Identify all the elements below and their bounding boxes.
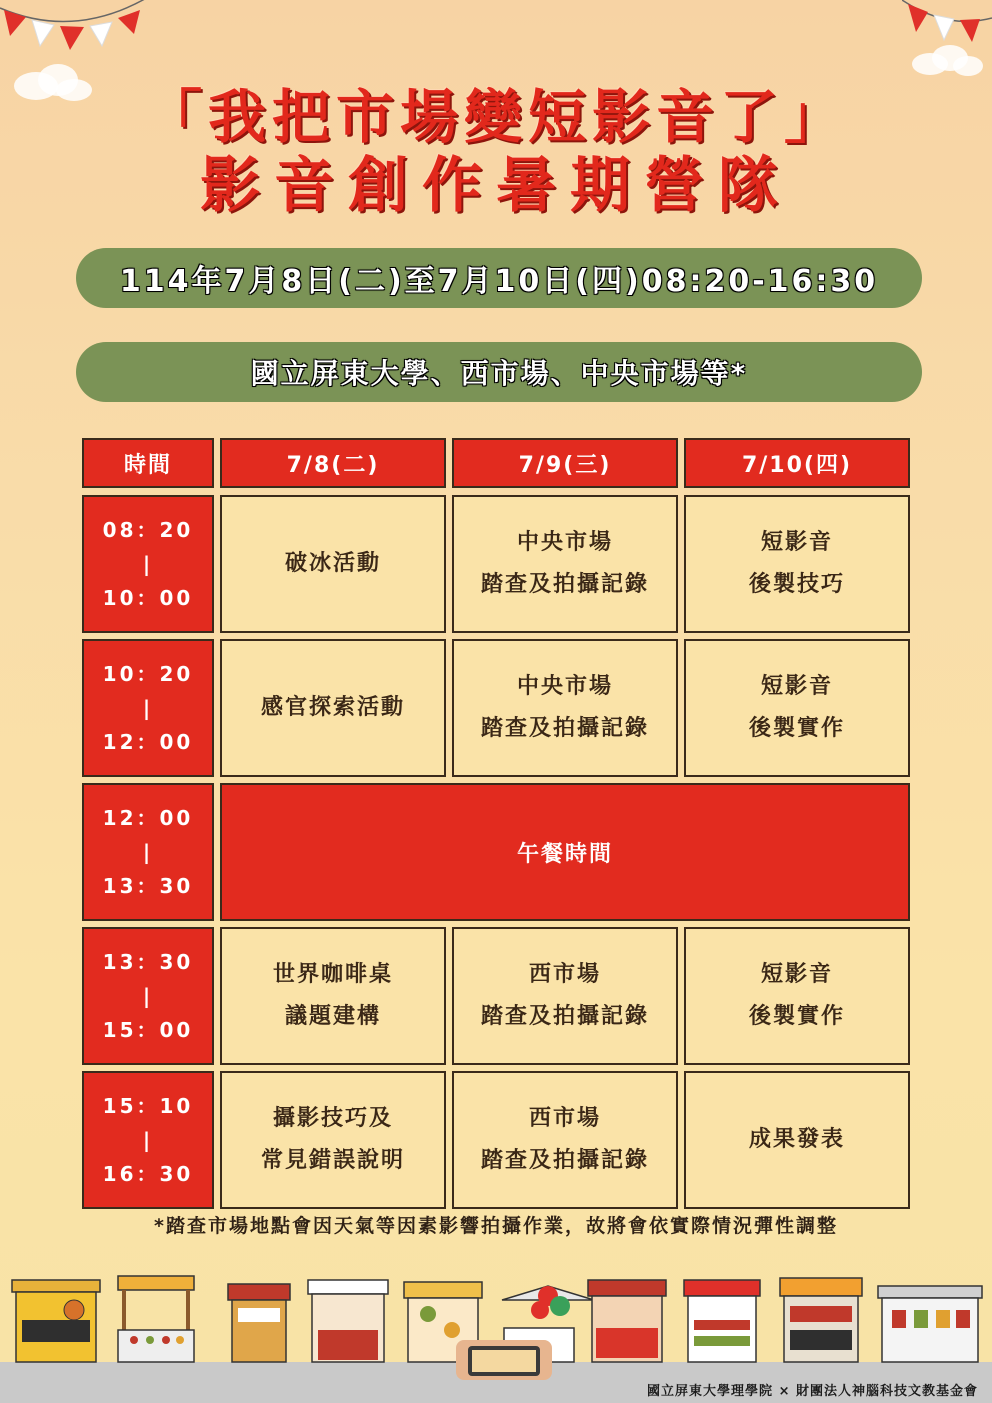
time-end: 10：00 <box>102 586 194 610</box>
activity-line: 踏查及拍攝記錄 <box>480 1004 649 1029</box>
activity-cell <box>220 639 446 777</box>
market-stalls-illustration <box>0 1270 992 1380</box>
time-end: 12：00 <box>102 730 194 754</box>
lunch-cell <box>220 783 910 921</box>
activity-line: 常見錯誤說明 <box>260 1148 405 1173</box>
activity-line: 踏查及拍攝記錄 <box>480 716 649 741</box>
activity-line: 中央市場 <box>516 530 613 555</box>
activity-line: 世界咖啡桌 <box>272 962 393 987</box>
time-separator: | <box>142 1128 154 1152</box>
title-line-1: 「我把市場變短影音了」 <box>143 83 848 151</box>
time-slot-4 <box>82 927 214 1065</box>
location-text: 國立屏東大學、西市場、中央市場等* <box>250 357 748 390</box>
activity-cell <box>684 639 910 777</box>
time-slot-5 <box>82 1071 214 1209</box>
activity-line: 成果發表 <box>748 1127 845 1152</box>
activity-line: 短影音 <box>760 530 833 555</box>
time-end: 15：00 <box>102 1018 194 1042</box>
day-header-1: 7/8(二) <box>220 438 446 488</box>
time-slot-3 <box>82 783 214 921</box>
activity-cell <box>452 927 678 1065</box>
activity-line: 後製實作 <box>748 1004 845 1029</box>
time-slot-2 <box>82 639 214 777</box>
time-start: 10：20 <box>102 662 194 686</box>
location-pill <box>76 342 922 402</box>
day-header-2: 7/9(三) <box>452 438 678 488</box>
activity-line: 西市場 <box>528 1106 601 1131</box>
date-pill <box>76 248 922 308</box>
activity-cell <box>684 927 910 1065</box>
time-end: 16：30 <box>102 1162 194 1186</box>
activity-line: 踏查及拍攝記錄 <box>480 1148 649 1173</box>
activity-line: 攝影技巧及 <box>272 1106 393 1131</box>
time-separator: | <box>142 552 154 576</box>
time-separator: | <box>142 840 154 864</box>
activity-cell <box>220 495 446 633</box>
activity-line: 破冰活動 <box>284 551 381 576</box>
time-separator: | <box>142 984 154 1008</box>
time-separator: | <box>142 696 154 720</box>
activity-line: 西市場 <box>528 962 601 987</box>
activity-line: 議題建構 <box>284 1004 381 1029</box>
lunch-label: 午餐時間 <box>516 841 613 867</box>
activity-line: 感官探索活動 <box>260 695 405 720</box>
date-text: 114年7月8日(二)至7月10日(四)08:20-16:30 <box>119 264 879 299</box>
activity-cell <box>452 639 678 777</box>
activity-line: 後製實作 <box>748 716 845 741</box>
activity-cell <box>684 1071 910 1209</box>
activity-cell <box>220 1071 446 1209</box>
activity-line: 後製技巧 <box>748 572 845 597</box>
title-line-2: 影音創作暑期營隊 <box>200 151 792 221</box>
time-slot-1 <box>82 495 214 633</box>
activity-line: 中央市場 <box>516 674 613 699</box>
time-end: 13：30 <box>102 874 194 898</box>
activity-cell <box>684 495 910 633</box>
organizer-footer: 國立屏東大學理學院 × 財團法人神腦科技文教基金會 <box>647 1384 978 1399</box>
activity-line: 踏查及拍攝記錄 <box>480 572 649 597</box>
time-start: 15：10 <box>102 1094 194 1118</box>
activity-cell <box>452 495 678 633</box>
time-header: 時間 <box>82 438 214 488</box>
time-start: 13：30 <box>102 950 194 974</box>
activity-cell <box>220 927 446 1065</box>
footnote: *踏查市場地點會因天氣等因素影響拍攝作業，故將會依實際情況彈性調整 <box>154 1215 838 1237</box>
time-start: 08：20 <box>102 518 194 542</box>
activity-line: 短影音 <box>760 674 833 699</box>
activity-line: 短影音 <box>760 962 833 987</box>
day-header-3: 7/10(四) <box>684 438 910 488</box>
activity-cell <box>452 1071 678 1209</box>
time-start: 12：00 <box>102 806 194 830</box>
